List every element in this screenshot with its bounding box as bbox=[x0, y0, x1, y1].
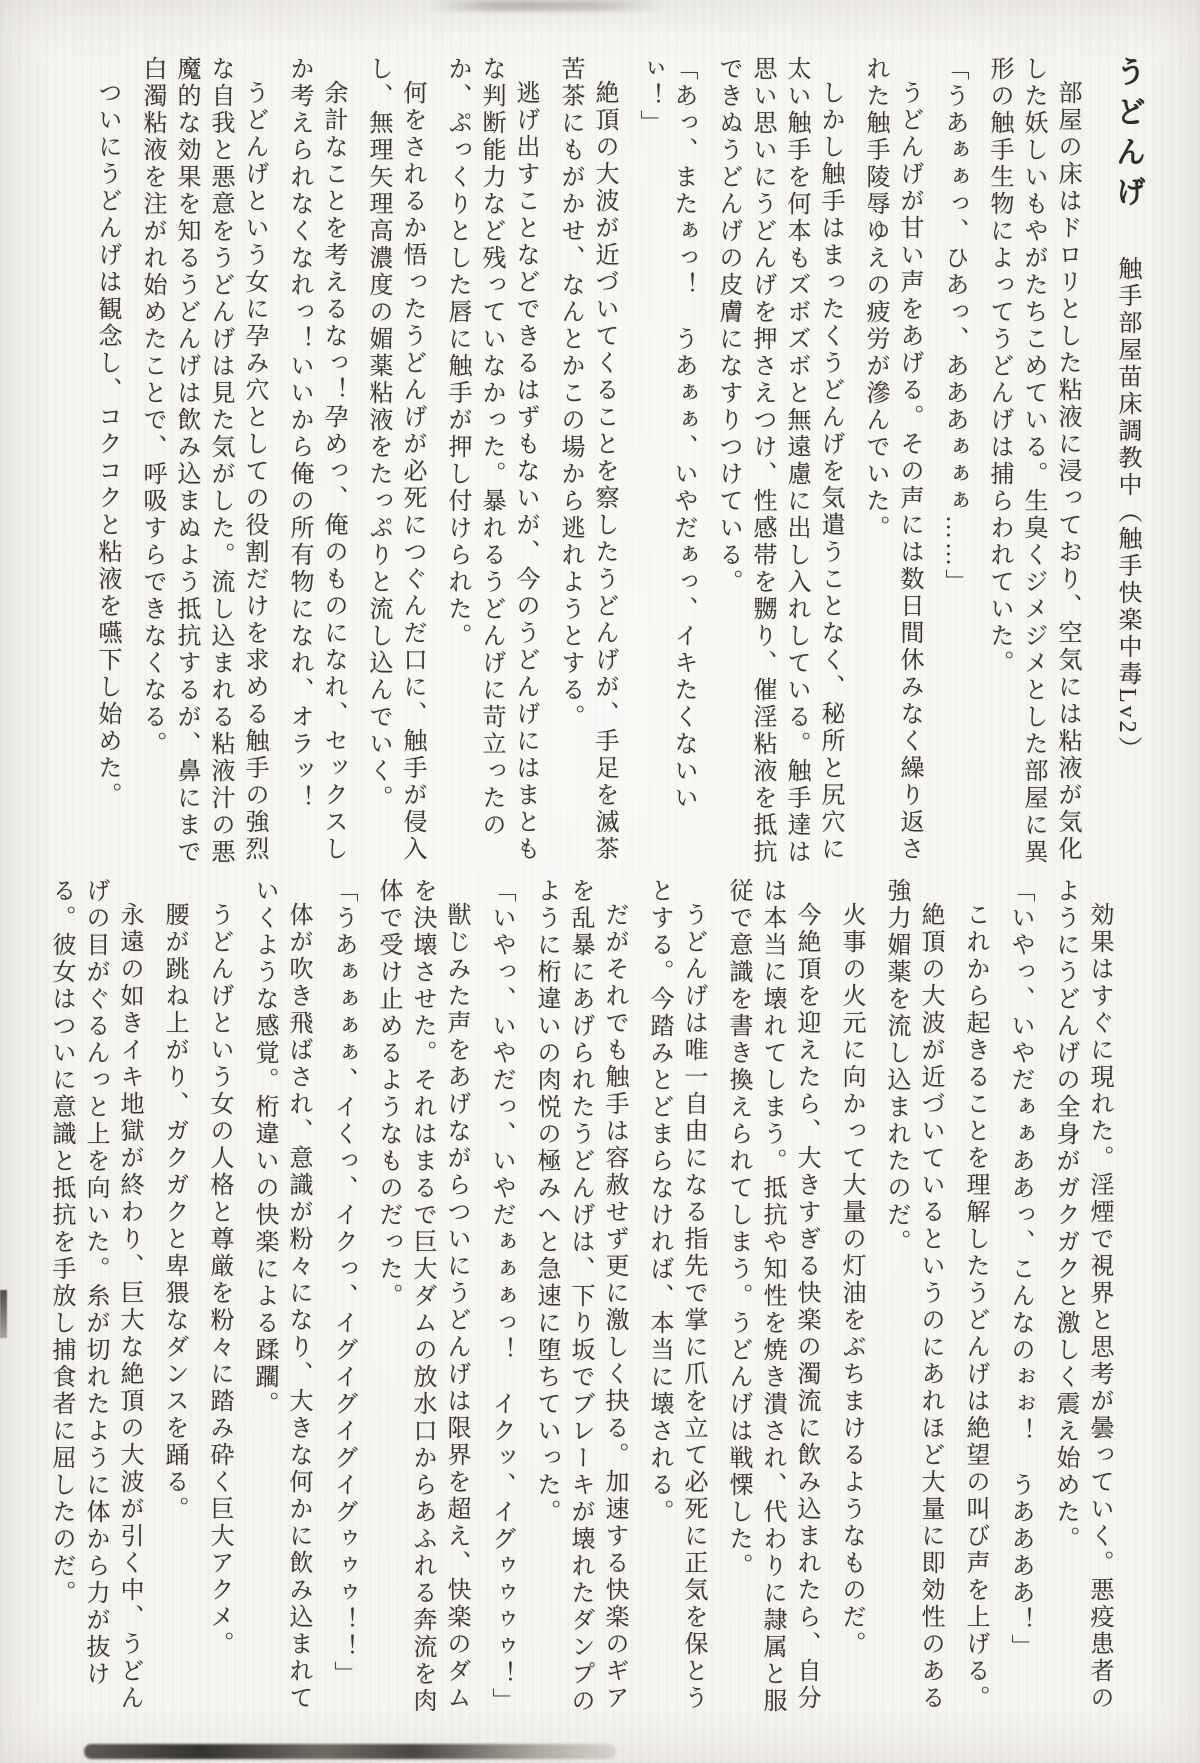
story-paragraph: 「いやっ、いやだぁぁああっ、こんなのぉぉ！ うああああ！」 bbox=[1007, 878, 1033, 1661]
story-title-column bbox=[1110, 56, 1144, 874]
story-paragraph: 逃げ出すことなどできるはずもないが、今のうどんげにはまともな判断能力など残っていなかった。暴れるうどんげに苛立ったのか、ぷっくりとした唇に触手が押し付けられた。 bbox=[444, 56, 538, 863]
story-paragraph: 「いやっ、いやだっ、いやだぁぁぁっ！ イクッ、イグゥゥゥゥ！」 bbox=[488, 878, 514, 1715]
scan-smudge-bottom bbox=[84, 1744, 616, 1759]
scan-mark-left-edge bbox=[0, 1290, 7, 1338]
story-paragraph: 効果はすぐに現れた。淫煙で視界と思考が曇っていく。悪疫患者のようにうどんげの全身がガクガクと激しく震え始めた。 bbox=[1052, 878, 1112, 1712]
story-paragraph: うどんげは唯一自由になる指先で掌に爪を立て必死に正気を保とうとする。今踏みとどまらなければ、本当に壊される。 bbox=[646, 878, 706, 1712]
story-paragraph: うどんげが甘い声をあげる。その声には数日間休みなく繰り返された触手陵辱ゆえの疲労が滲んでいた。 bbox=[862, 56, 922, 863]
story-paragraph: 絶頂の大波が近づいているというのにあれほど大量に即効性のある強力媚薬を流し込まれたのだ。 bbox=[883, 878, 943, 1712]
story-paragraph: ついにうどんげは観念し、コクコクと粘液を嚥下し始めた。 bbox=[94, 80, 120, 809]
story-paragraph: 体が吹き飛ばされ、意識が粉々になり、大きな何かに飲み込まれていくような感覚。桁違いの快楽による蹂躙。 bbox=[251, 878, 311, 1712]
story-paragraph: 腰が跳ね上がり、ガクガクと卑猥なダンスを踊る。 bbox=[161, 902, 187, 1523]
scan-smudge-top bbox=[428, 0, 663, 11]
story-paragraph: うどんげという女の人格と尊厳を粉々に踏み砕く巨大アクメ。 bbox=[206, 902, 232, 1658]
story-paragraph: 永遠の如きイキ地獄が終わり、巨大な絶頂の大波が引く中、うどんげの目がぐるんっと上を向いた。糸が切れたように体から力が抜ける。彼女はついに意識と抵抗を手放し捕食者に屈したのだ。 bbox=[48, 878, 142, 1712]
story-paragraph: 部屋の床はドロリとした粘液に浸っており、空気には粘液が気化した妖しいもやがたちこめている。生臭くジメジメとした部屋に異形の触手生物によってうどんげは捕らわれていた。 bbox=[986, 56, 1080, 866]
story-text-top-block bbox=[52, 56, 1144, 874]
story-paragraph: 獣じみた声をあげながらついにうどんげは限界を超え、快楽のダムを決壊させた。それはまるで巨大ダムの放水口からあふれる奔流を肉体で受け止めるようなものだった。 bbox=[375, 878, 469, 1715]
story-paragraph: 「うあぁぁっ、ひあっ、あああぁぁぁ……」 bbox=[941, 56, 967, 596]
story-title: うどんげ bbox=[1111, 56, 1144, 216]
story-paragraph: 「うあぁぁぁぁ、イくっ、イクっ、イグイグイグイグゥゥゥ！！」 bbox=[330, 878, 356, 1688]
story-paragraph: 余計なことを考えるなっ！孕めっ、俺のものになれ、セックスしか考えられなくなれっ！いいから俺の所有物になれ、オラッ！ bbox=[286, 56, 346, 863]
story-paragraph: 今絶頂を迎えたら、大きすぎる快楽の濁流に飲み込まれたら、自分は本当に壊れてしまう。抵抗や知性を焼き潰され、代わりに隷属と服従で意識を書き換えられてしまう。うどんげは戦慄した。 bbox=[725, 878, 819, 1715]
story-paragraph: しかし触手はまったくうどんげを気遣うことなく、秘所と尻穴に太い触手を何本もズボズボと無遠慮に出し入れしている。触手達は思い思いにうどんげを押さえつけ、性感帯を嬲り、催淫粘液を抵抗できぬうどんげの皮膚になすりつけている。 bbox=[715, 56, 843, 866]
story-paragraph: だがそれでも触手は容赦せず更に激しく抉る。加速する快楽のギアを乱暴にあげられたうどんげは、下り坂でブレーキが壊れたダンプのように桁違いの肉悦の極みへと急速に堕ちていった。 bbox=[533, 878, 627, 1715]
story-text-bottom-block bbox=[36, 878, 1116, 1724]
story-paragraph: 何をされるか悟ったうどんげが必死につぐんだ口に、触手が侵入し、無理矢理高濃度の媚薬粘液をたっぷりと流し込んでいく。 bbox=[365, 56, 425, 863]
story-paragraph: うどんげという女に孕み穴としての役割だけを求める触手の強烈な自我と悪意をうどんげは見た気がした。流し込まれる粘液汁の悪魔的な効果を知るうどんげは飲み込まぬよう抵抗するが、鼻にまで白濁粘液を注がれ始めたことで、呼吸すらできなくなる。 bbox=[139, 56, 267, 866]
story-paragraph: 火事の火元に向かって大量の灯油をぶちまけるようなものだ。 bbox=[838, 902, 864, 1658]
story-subtitle: 触手部屋苗床調教中（触手快楽中毒Lv2） bbox=[1114, 256, 1140, 763]
story-paragraph: 絶頂の大波が近づいてくることを察したうどんげが、手足を滅茶苦茶にもがかせ、なんとかこの場から逃れようとする。 bbox=[557, 56, 617, 863]
story-paragraph: 「あっ、またぁっ！ うあぁぁ、いやだぁっ、イキたくないいぃ！」 bbox=[636, 56, 696, 812]
story-paragraph: これから起きることを理解したうどんげは絶望の叫び声を上げる。 bbox=[962, 902, 988, 1712]
